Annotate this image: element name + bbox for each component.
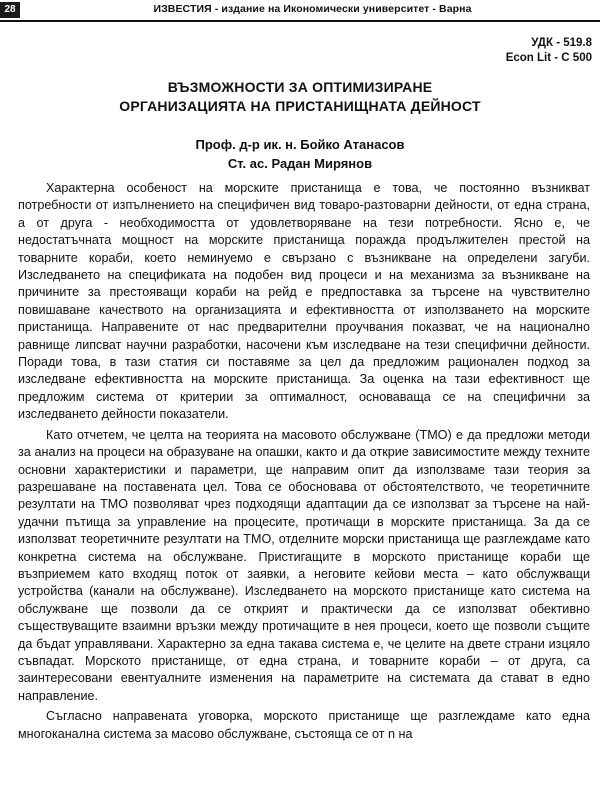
running-header — [0, 0, 600, 22]
article-body — [18, 180, 590, 743]
article-authors — [40, 135, 560, 173]
author-2: Ст. ас. Радан Мирянов — [227, 156, 373, 171]
article-title — [40, 78, 560, 116]
paragraph-1: Характерна особеност на морските пристанища е това, че постоянно възникват потребности от изпълнението на специфичен вид товаро-разтоварни дейности, от една страна, а от друга - необходимостта от удовлетворяване на тези потребности. Ясно е, че недостатъчната мощност на морските пристанища поражда продължителен престой на товарните кораби, което неминуемо е свързано с възникване на определени загуби. Изследването на спецификата на подобен вид процеси и на механизма за възникване на причините за престояващи кораби на рейд е предпоставка за търсене на чувствително повишаване качеството на организацията и ефективността от използването на морските пристанища. Направените от нас предварителни проучвания показват, че на национално равнище липсват научни разработки, насочени към изследване на тези специфични дейности. Поради това, в тази статия си поставяме за цел да предложим рационален подход за изследване ефективността на морските пристанища. За оценка на тази ефективност ще предложим система от критерии за оптималност, основаваща се на специфични за изследването дейности показатели. — [18, 181, 590, 422]
title-line-2: ОРГАНИЗАЦИЯТА НА ПРИСТАНИЩНАТА ДЕЙНОСТ — [119, 98, 481, 114]
author-1: Проф. д-р ик. н. Бойко Атанасов — [195, 137, 405, 152]
udc-code: УДК - 519.8 — [531, 37, 592, 49]
paragraph-3: Съгласно направената уговорка, морското пристанище ще разглеждаме като една многоканална система за масово обслужване, състояща се от n на — [18, 709, 590, 741]
econlit-code: Econ Lit - C 500 — [505, 52, 592, 64]
page-number: 28 — [0, 2, 20, 18]
title-line-1: ВЪЗМОЖНОСТИ ЗА ОПТИМИЗИРАНЕ — [167, 79, 433, 95]
paragraph-2: Като отчетем, че целта на теорията на масовото обслужване (ТМО) е да предложи методи за анализ на процеси на образуване на опашки, както и да открие зависимостите между техните основни характеристики и параметри, ще направим опит да използваме тази теория за разрешаване на поставената цел. Това се обосновава от обстоятелството, че теоретичните резултати на ТМО позволяват чрез подходящи адаптации да се използват за търсене на най-удачни пътища за управление на процесите, протичащи в морските пристанища. За да се използват теоретичните резултати на ТМО, отделните морски пристанища ще разглеждаме като конкретна система на обслужване. Пристигащите в морското пристанище кораби ще възприемем като входящ поток от заявки, а неговите кейови места – като обслужващи устройства (канали на обслужване). Изследването на морското пристанище като система на обслужване ще позволи да се открият и практически да се използват обективно съществуващите взаимни връзки между протичащите в нея процеси, което ще позволи същите да бъдат управлявани. Характерно за една такава система е, че целите на двете страни изцяло съвпадат. Морското пристанище, от една страна, и товарните кораби – от друга, са заинтересовани евентуалните изменения на параметрите на системата да стават в едно направление. — [18, 427, 590, 703]
classification-codes — [506, 36, 592, 66]
journal-running-head: ИЗВЕСТИЯ - издание на Икономически университет - Варна — [153, 3, 472, 15]
